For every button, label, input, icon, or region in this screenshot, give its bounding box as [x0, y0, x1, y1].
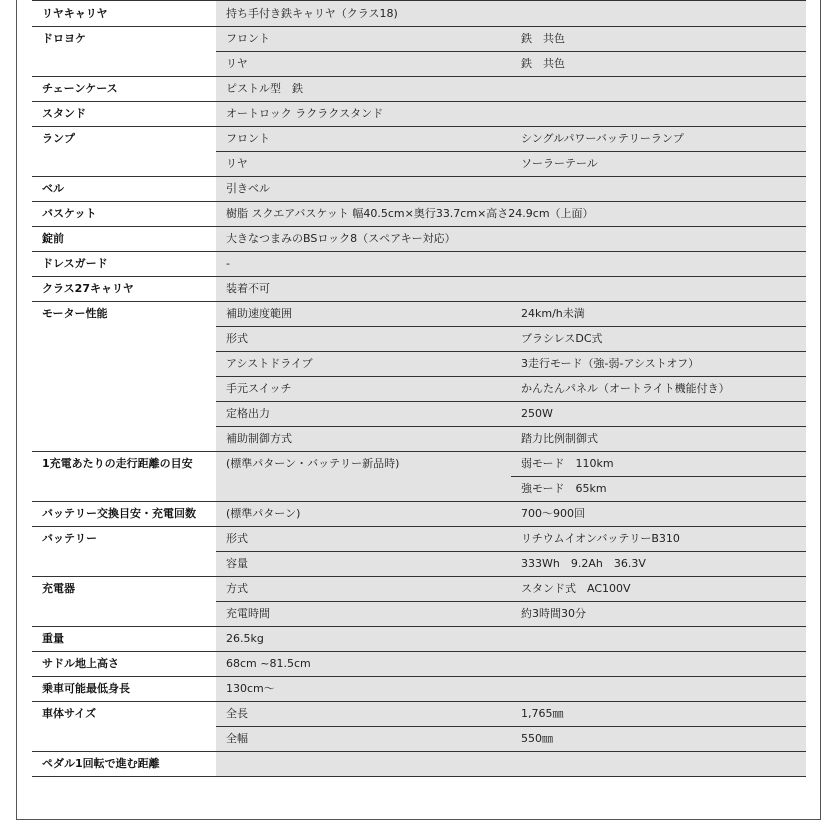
row-sub: 容量	[216, 552, 511, 577]
row-value: -	[216, 252, 806, 277]
table-row	[32, 652, 806, 677]
table-row	[32, 502, 806, 527]
row-value: 68cm ~81.5cm	[216, 652, 806, 677]
row-value: かんたんパネル（オートライト機能付き）	[511, 377, 806, 402]
row-label: サドル地上高さ	[32, 652, 216, 677]
row-sub: 充電時間	[216, 602, 511, 627]
row-label: ドレスガード	[32, 252, 216, 277]
row-label: クラス27キャリヤ	[32, 277, 216, 302]
row-value: 装着不可	[216, 277, 806, 302]
row-value: 鉄 共色	[511, 52, 806, 77]
table-row	[32, 177, 806, 202]
row-label: ベル	[32, 177, 216, 202]
row-value: 250W	[511, 402, 806, 427]
row-value: 強モード 65km	[511, 477, 806, 502]
row-sub: 補助制御方式	[216, 427, 511, 452]
row-label: ペダル1回転で進む距離	[32, 752, 216, 777]
table-row	[32, 527, 806, 552]
table-row	[32, 702, 806, 727]
row-value: ブラシレスDC式	[511, 327, 806, 352]
table-row	[32, 1, 806, 27]
row-value: 3走行モード（強-弱-アシストオフ）	[511, 352, 806, 377]
row-value: 持ち手付き鉄キャリヤ（クラス18)	[216, 1, 806, 27]
spec-table	[32, 0, 806, 777]
row-value: 26.5kg	[216, 627, 806, 652]
row-value: 樹脂 スクエアバスケット 幅40.5cm×奥行33.7cm×高さ24.9cm（上面）	[216, 202, 806, 227]
row-value: 130cm～	[216, 677, 806, 702]
row-sub: リヤ	[216, 152, 511, 177]
row-label: 車体サイズ	[32, 702, 216, 752]
row-label: チェーンケース	[32, 77, 216, 102]
table-row	[32, 27, 806, 52]
row-label: バスケット	[32, 202, 216, 227]
row-value: 大きなつまみのBSロック8（スペアキー対応）	[216, 227, 806, 252]
row-value: 約3時間30分	[511, 602, 806, 627]
table-row	[32, 227, 806, 252]
table-row	[32, 577, 806, 602]
row-label: バッテリー	[32, 527, 216, 577]
row-label: ドロヨケ	[32, 27, 216, 77]
row-label: スタンド	[32, 102, 216, 127]
row-value: シングルパワーバッテリーランプ	[511, 127, 806, 152]
table-row	[32, 277, 806, 302]
table-row	[32, 627, 806, 652]
row-sub: フロント	[216, 27, 511, 52]
row-sub: リヤ	[216, 52, 511, 77]
row-label: 1充電あたりの走行距離の目安	[32, 452, 216, 502]
row-value: オートロック ラクラクスタンド	[216, 102, 806, 127]
table-row	[32, 202, 806, 227]
table-row	[32, 127, 806, 152]
row-sub: 全幅	[216, 727, 511, 752]
row-sub: 全長	[216, 702, 511, 727]
row-label: 重量	[32, 627, 216, 652]
row-sub: 形式	[216, 327, 511, 352]
row-value: 踏力比例制御式	[511, 427, 806, 452]
row-value: 550㎜	[511, 727, 806, 752]
table-row	[32, 752, 806, 777]
row-value: 700～900回	[511, 502, 806, 527]
row-sub: (標準パターン・バッテリー新品時)	[216, 452, 511, 502]
row-label: 充電器	[32, 577, 216, 627]
row-value: ピストル型 鉄	[216, 77, 806, 102]
row-sub: アシストドライブ	[216, 352, 511, 377]
row-value: 引きベル	[216, 177, 806, 202]
row-value: 333Wh 9.2Ah 36.3V	[511, 552, 806, 577]
row-value: 24km/h未満	[511, 302, 806, 327]
row-value	[216, 752, 806, 777]
row-label: モーター性能	[32, 302, 216, 452]
row-value: ソーラーテール	[511, 152, 806, 177]
row-sub: 形式	[216, 527, 511, 552]
table-row	[32, 77, 806, 102]
table-row	[32, 677, 806, 702]
row-value: リチウムイオンバッテリーB310	[511, 527, 806, 552]
row-label: 錠前	[32, 227, 216, 252]
row-sub: 方式	[216, 577, 511, 602]
row-value: スタンド式 AC100V	[511, 577, 806, 602]
row-sub: 定格出力	[216, 402, 511, 427]
row-value: 弱モード 110km	[511, 452, 806, 477]
table-row	[32, 452, 806, 477]
row-label: リヤキャリヤ	[32, 1, 216, 27]
row-value: 鉄 共色	[511, 27, 806, 52]
row-sub: フロント	[216, 127, 511, 152]
row-label: ランプ	[32, 127, 216, 177]
table-row	[32, 302, 806, 327]
table-row	[32, 252, 806, 277]
row-sub: 補助速度範囲	[216, 302, 511, 327]
table-row	[32, 102, 806, 127]
row-sub: (標準パターン)	[216, 502, 511, 527]
row-sub: 手元スイッチ	[216, 377, 511, 402]
row-label: 乗車可能最低身長	[32, 677, 216, 702]
row-value: 1,765㎜	[511, 702, 806, 727]
row-label: バッテリー交換目安・充電回数	[32, 502, 216, 527]
